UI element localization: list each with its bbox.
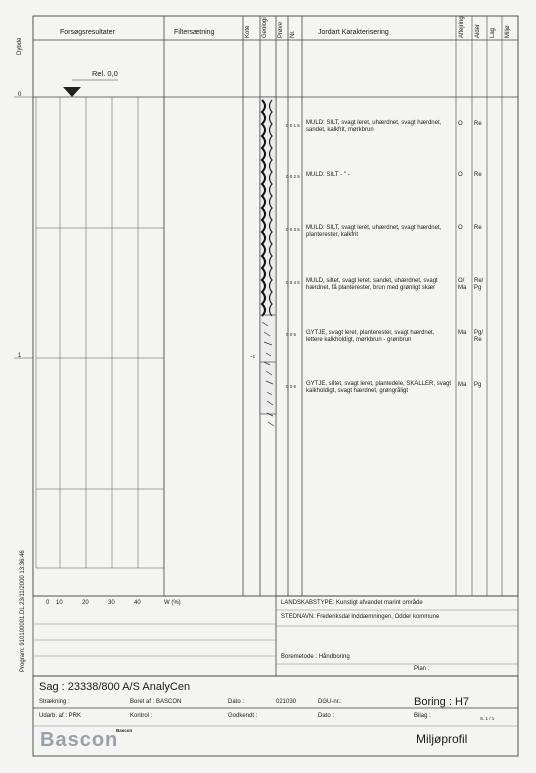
sample-alder-1: Re (474, 121, 482, 127)
axis-unit: W (%) (164, 600, 181, 606)
header-geologi: Geologi (262, 17, 268, 38)
sample-nr-6: 0 0 6 (286, 384, 297, 389)
sample-nr-3: 0 0 3 5 (286, 227, 300, 232)
axis-tick-40: 40 (134, 600, 141, 606)
depth-mark-1: 1 (18, 353, 22, 359)
header-forsoeg: Forsøgsresultater (60, 29, 115, 36)
sample-desc-4: MULD, siltet, svagt leret, sandet, uhærdnet, svagt hærdnet, få planterester, brun med grønligt skær (306, 278, 438, 291)
header-aflejring: Aflejring (459, 16, 465, 38)
sample-afl-1: O (458, 121, 463, 127)
sample-nr-4: 0 0 4 5 (286, 280, 300, 285)
geology-column (260, 97, 276, 426)
sample-afl-4: O/ Ma (458, 278, 467, 291)
stednavn: STEDNAVN: Frederiksdal Inddæmningen, Odder kommune (281, 614, 440, 620)
sample-alder-4: Re/ Pg (474, 278, 484, 291)
header-alder: Alder (475, 23, 481, 38)
sample-desc-2: MULD: SILT - " - (306, 172, 350, 178)
water-marker: ~1 (250, 354, 256, 359)
side-print: Program: 910100001.DL 23/11/2000 13:36:46 (20, 550, 26, 672)
axis-tick-10: 10 (56, 600, 63, 606)
sample-afl-2: O (458, 172, 463, 178)
header-miljoe: Miljø (505, 25, 511, 38)
godkendt: Godkendt : (228, 713, 258, 719)
header-nr: Nr. (290, 30, 296, 38)
sample-afl-5: Ma (458, 330, 467, 336)
dato-value: 021030 (276, 699, 297, 705)
sample-alder-5: Pg/ Re (474, 330, 484, 343)
level-marker (63, 87, 81, 97)
dato2: Dato : (318, 713, 335, 719)
axis-tick-0: 0 (46, 600, 50, 606)
dgu-nr: DGU-nr.: (318, 699, 342, 705)
sample-nr-1: 0 0 1 5 (286, 123, 300, 128)
sample-alder-6: Pg (474, 382, 482, 388)
header-lag: Lag (490, 27, 496, 38)
sample-desc-6: GYTJE, siltet, svagt leret, plantedele, SKALLER, svagt kalkholdigt, svagt hærdnet, grøngråligt (306, 381, 452, 394)
sample-nr-5: 0 0 5 (286, 332, 297, 337)
boring: Boring : H7 (414, 696, 470, 708)
plan: Plan : (414, 666, 430, 672)
sample-desc-3: MULD: SILT, svagt leret, uhærdnet, svagt hærdnet, planterester, kalkfrit (306, 225, 442, 238)
header-jordart: Jordart Karakterisering (318, 29, 389, 36)
bilag: Bilag : (414, 713, 431, 719)
dato-label: Dato : (228, 699, 245, 705)
udarb: Udarb. af : PRK (39, 713, 82, 719)
header-filter: Filtersætning (174, 29, 215, 36)
depth-mark-0: 0 (18, 92, 22, 98)
sample-nr-2: 0 0 2 5 (286, 174, 300, 179)
result-grid (36, 97, 164, 568)
header-dybde: Dybde (17, 37, 23, 55)
landskab: LANDSKABSTYPE: Kunstigt afvandet marint område (281, 600, 423, 606)
profile-title: Miljøprofil (416, 732, 468, 746)
axis-tick-20: 20 (82, 600, 89, 606)
logo-small: Bascon (116, 728, 133, 733)
header-kote: Kote (245, 25, 251, 38)
boremetode: Boremetode : Håndboring (281, 654, 350, 660)
sample-desc-1: MULD: SILT, svagt leret, uhærdnet, svagt hærdnet, sandet, kalkfrit, mørkbrun (306, 120, 442, 133)
logo: Bascon (40, 729, 119, 751)
sample-desc-5: GYTJE, svagt leret, planterester, svagt hærdnet, lettere kalkholdigt, mørkbrun - grønbrun (306, 330, 435, 343)
sample-alder-2: Re (474, 172, 482, 178)
axis-tick-30: 30 (108, 600, 115, 606)
straekning: Strækning : (39, 699, 70, 705)
rel-label: Rel. 0,0 (92, 69, 118, 78)
sample-afl-6: Ma (458, 382, 467, 388)
sag: Sag : 23338/800 A/S AnalyCen (39, 681, 191, 693)
sample-afl-3: O (458, 225, 463, 231)
kontrol: Kontrol : (130, 713, 153, 719)
sample-alder-3: Re (474, 225, 482, 231)
boret-af: Boret af : BASCON (130, 699, 182, 705)
page-number: S. 1 / 1 (480, 716, 495, 721)
header-proeve: Prøve (278, 21, 284, 38)
